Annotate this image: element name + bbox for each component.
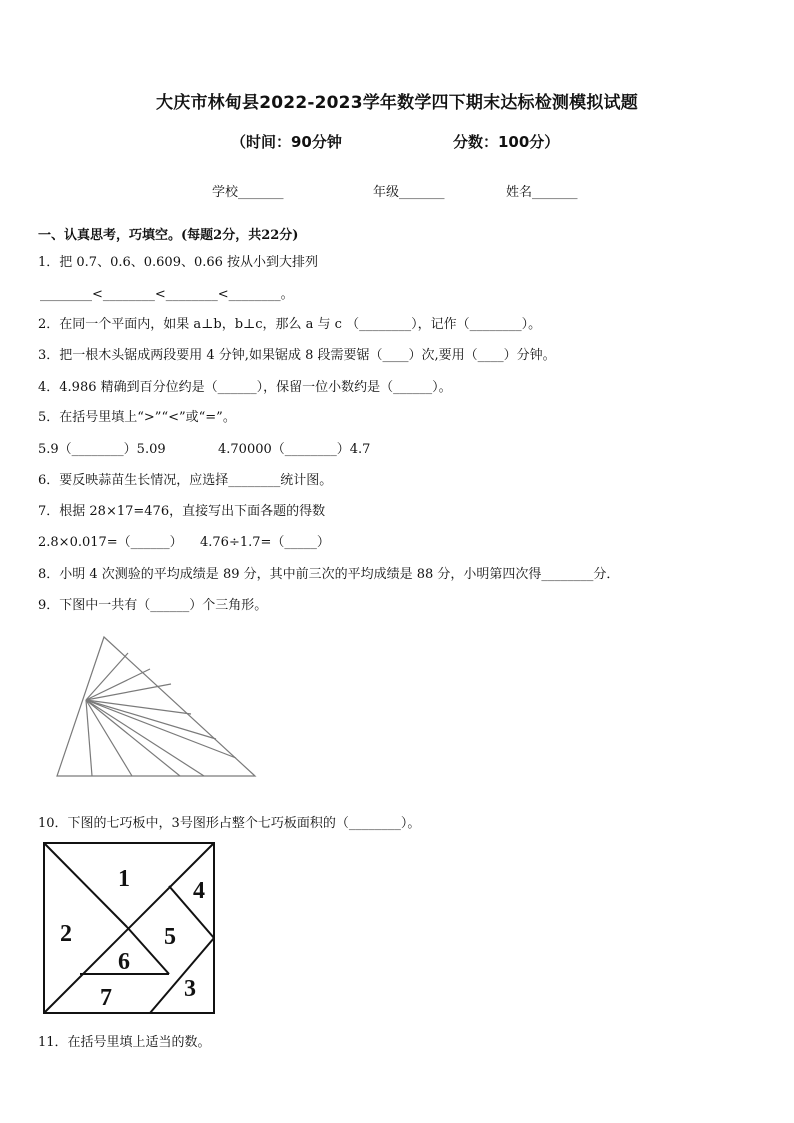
question-8: 8．小明 4 次测验的平均成绩是 89 分，其中前三次的平均成绩是 88 分，小明第四次得________分． — [38, 567, 620, 582]
question-7b[interactable]: 4.76÷1.7=（_____） — [200, 535, 330, 550]
question-9: 9．下图中一共有（______）个三角形。 — [38, 598, 268, 613]
tangram-label-4: 4 — [193, 878, 205, 904]
question-7: 7．根据 28×17=476，直接写出下面各题的得数 — [38, 504, 326, 519]
tangram-label-3: 3 — [184, 976, 196, 1002]
question-10: 10．下图的七巧板中，3号图形占整个七巧板面积的（________）。 — [38, 816, 421, 831]
grade-field[interactable]: 年级_______ — [373, 185, 445, 200]
question-2: 2．在同一个平面内，如果 a⊥b，b⊥c，那么 a 与 c （________），记作（________）。 — [38, 317, 542, 332]
question-4: 4．4.986 精确到百分位约是（______），保留一位小数约是（______）。 — [38, 380, 452, 395]
tangram-label-6: 6 — [118, 949, 130, 975]
time-label: （时间：90分钟 — [231, 133, 342, 151]
tangram-label-5: 5 — [164, 924, 176, 950]
question-5a[interactable]: 5.9（________）5.09 — [38, 442, 166, 457]
name-field[interactable]: 姓名_______ — [506, 185, 578, 200]
question-6: 6．要反映蒜苗生长情况，应选择________统计图。 — [38, 473, 333, 488]
question-1-blanks[interactable]: ________<________<________<________。 — [40, 287, 294, 302]
tangram-label-2: 2 — [60, 921, 72, 947]
triangle-figure — [50, 632, 262, 782]
score-label: 分数：100分） — [453, 133, 560, 151]
school-field[interactable]: 学校_______ — [212, 185, 284, 200]
tangram-label-7: 7 — [100, 985, 112, 1011]
section-heading: 一、认真思考，巧填空。(每题2分，共22分) — [38, 228, 299, 243]
question-1: 1．把 0.7、0.6、0.609、0.66 按从小到大排列 — [38, 255, 319, 270]
page-title: 大庆市林甸县2022-2023学年数学四下期末达标检测模拟试题 — [156, 93, 638, 113]
question-5: 5．在括号里填上“>”“<”或“=”。 — [38, 410, 236, 425]
question-7a[interactable]: 2.8×0.017=（______） — [38, 535, 183, 550]
question-11: 11．在括号里填上适当的数。 — [38, 1035, 211, 1050]
tangram-figure — [42, 841, 217, 1017]
tangram-label-1: 1 — [118, 866, 130, 892]
question-5b[interactable]: 4.70000（________）4.7 — [218, 442, 371, 457]
question-3: 3．把一根木头锯成两段要用 4 分钟,如果锯成 8 段需要锯（____）次,要用（____）分钟。 — [38, 348, 556, 363]
